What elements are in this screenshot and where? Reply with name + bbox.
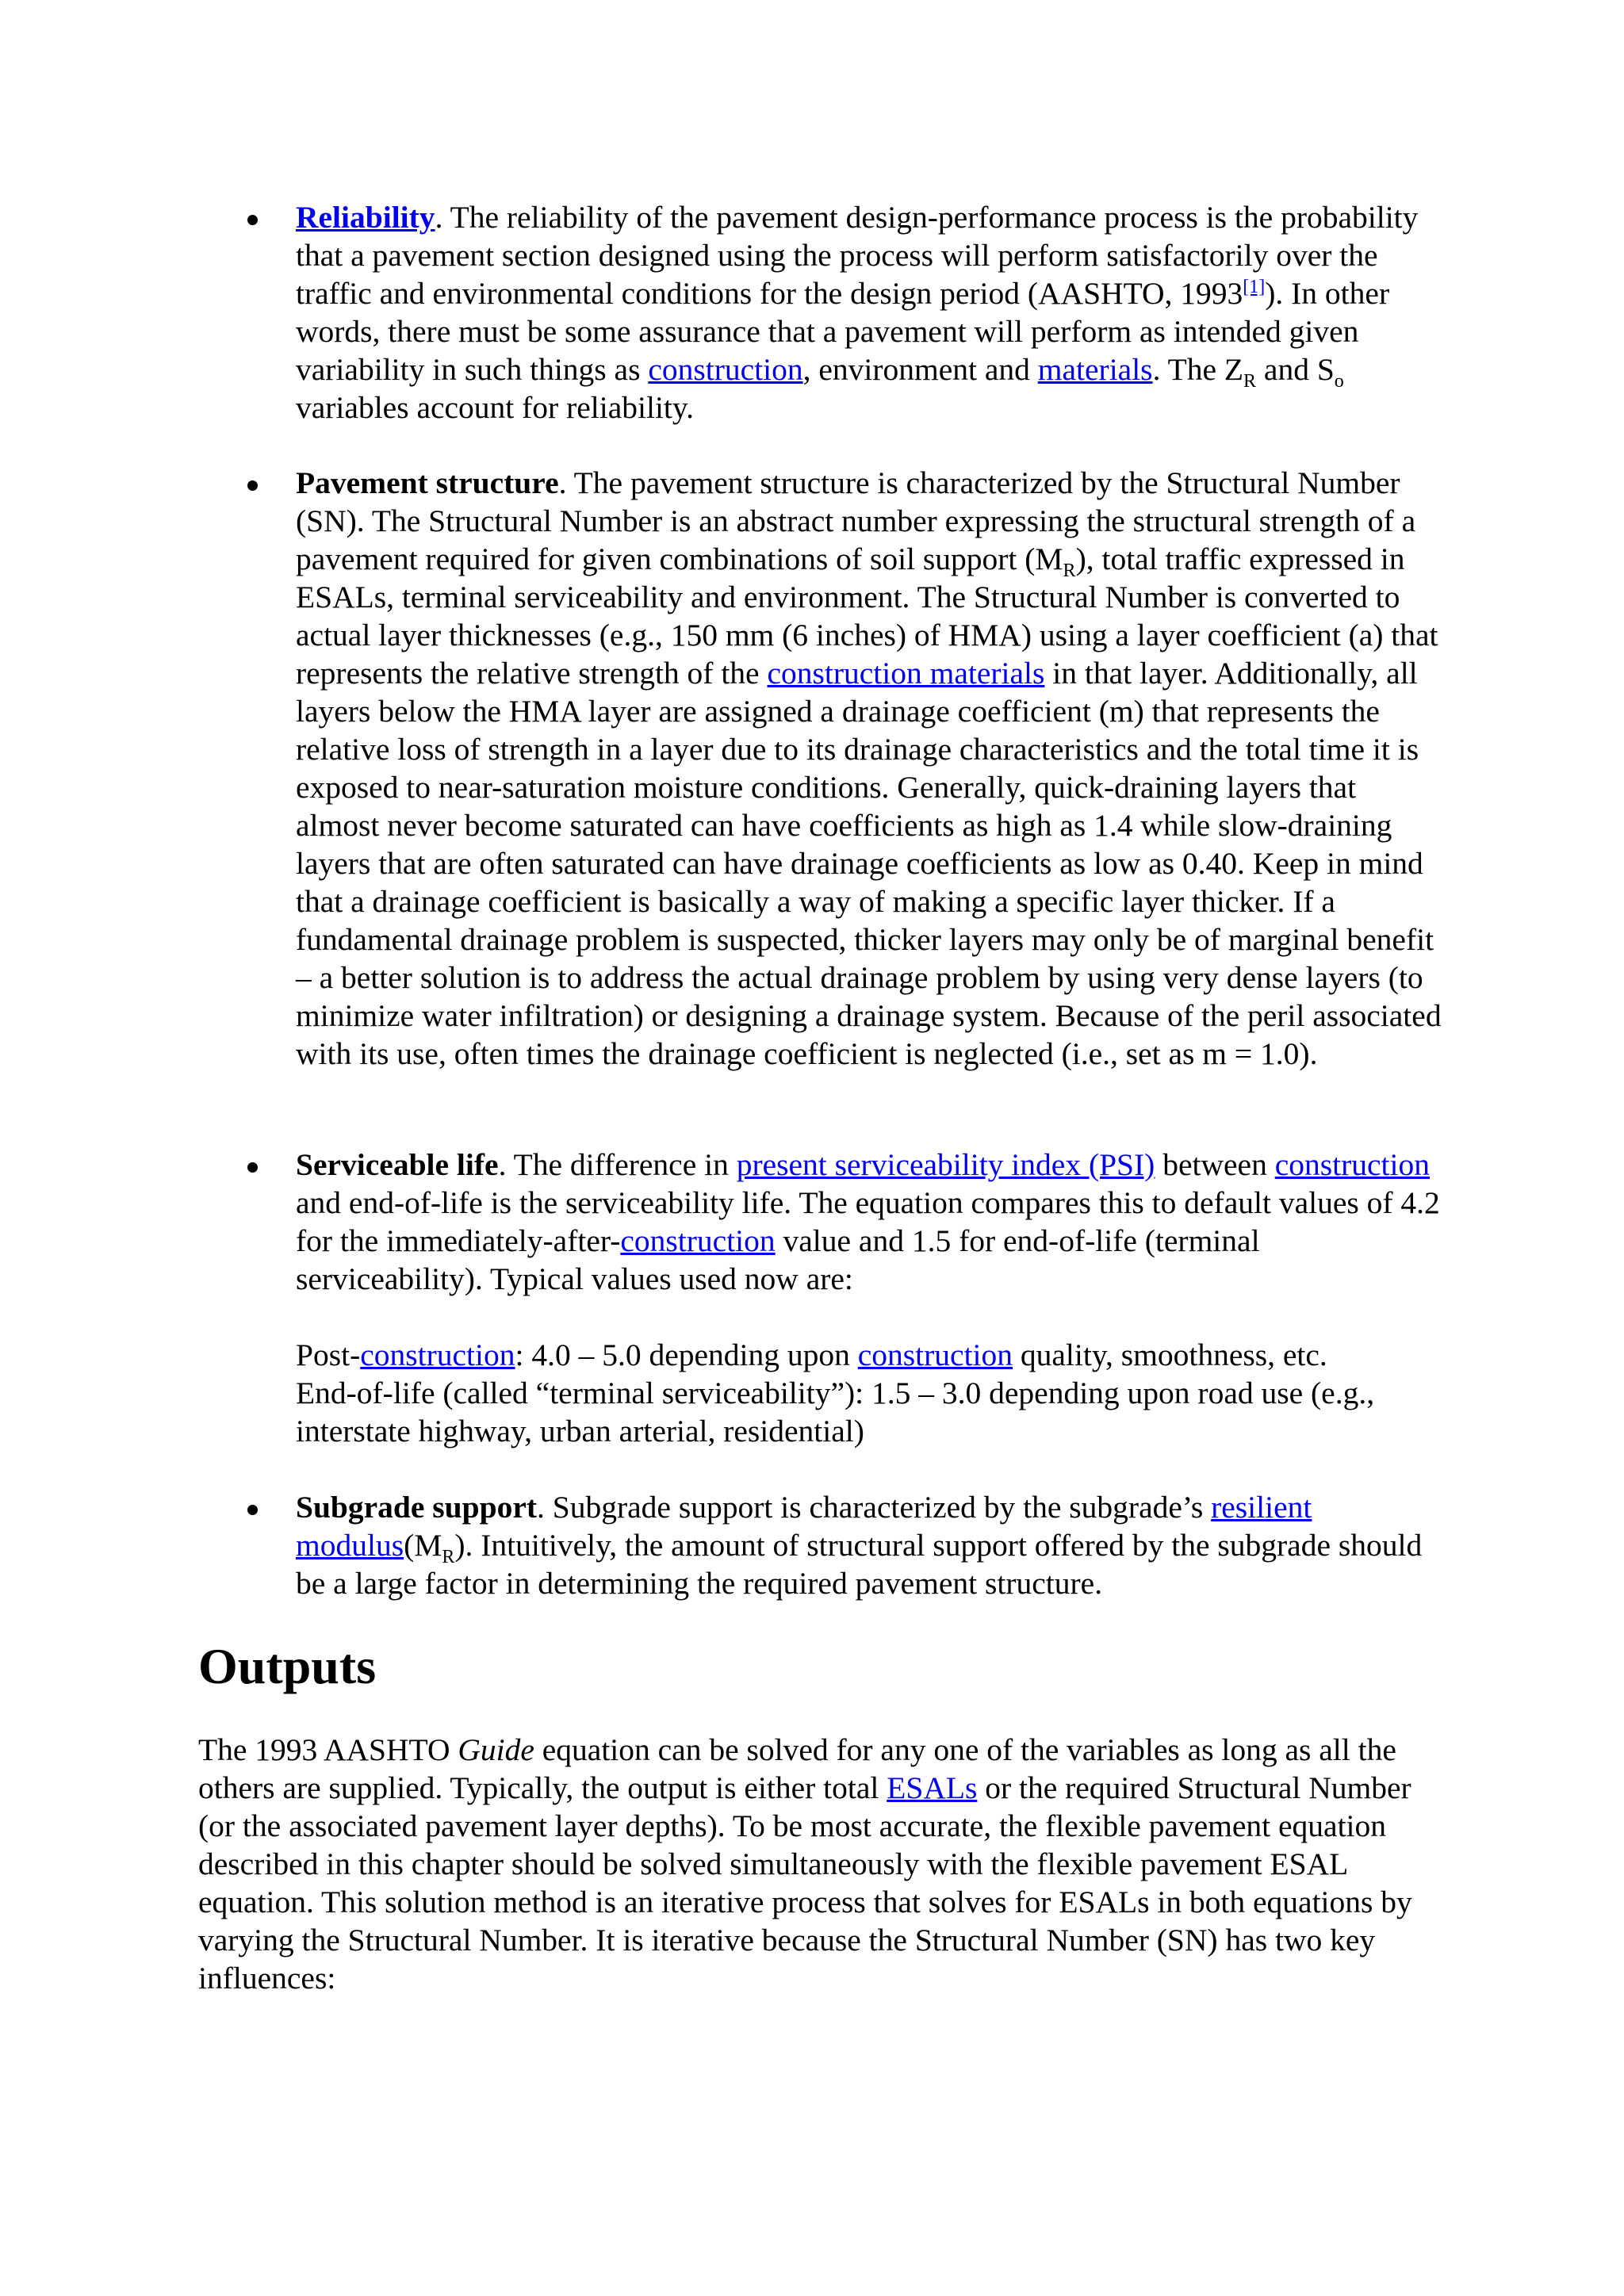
text-segment: . Subgrade support is characterized by the subgrade’s (537, 1490, 1212, 1525)
text-segment: in that layer. Additionally, all layers below the HMA layer are assigned a drainage coefficient (m) that represents the relative loss of strength in a layer due to its drainage characteristics and the total time it is exposed to near-saturation moisture conditions. Generally, quick-draining layers that almost never become saturated can have coefficients as high as 1.4 while slow-draining layers that are often saturated can have drainage coefficients as low as 0.40. Keep in mind that a drainage coefficient is basically a way of making a specific layer thicker. If a fundamental drainage problem is suspected, thicker layers may only be of marginal benefit – a better solution is to address the actual drainage problem by using very dense layers (to minimize water infiltration) or designing a drainage system. Because of the peril associated with its use, often times the drainage coefficient is neglected (i.e., set as m = 1.0). (296, 656, 1442, 1071)
text-segment: (M (404, 1528, 442, 1563)
serviceable-life-paragraph (296, 1146, 1442, 1450)
materials-link[interactable]: materials (1037, 352, 1153, 387)
text-segment: . The pavement structure is characterized by the Structural Number (SN). The Structural Number is an abstract number expressing the structural strength of a pavement required for given combinations of soil support (M (296, 465, 1416, 576)
text-segment: . The reliability of the pavement design-performance process is the probability that a pavement section designed using the process will perform satisfactorily over the traffic and environmental conditions for the design period (AASHTO, 1993 (296, 200, 1419, 311)
text-segment: . The difference in (498, 1147, 737, 1182)
reference-1-link[interactable] (1243, 277, 1265, 297)
bullet-dot-icon (247, 480, 258, 491)
psi-link[interactable]: present serviceability index (PSI) (736, 1147, 1155, 1182)
text-segment: or the required Structural Number (or the associated pavement layer depths). To be most accurate, the flexible pavement equation described in this chapter should be solved simultaneously with the flexible pavement ESAL equation. This solution method is an iterative process that solves for ESALs in both equations by varying the Structural Number. It is iterative because the Structural Number (SN) has two key influences: (198, 1770, 1412, 1996)
construction-link[interactable]: construction (360, 1337, 515, 1372)
text-segment: and end-of-life is the serviceability life. The equation compares this to default values of 4.2 for the immediately-after- (296, 1185, 1440, 1258)
construction-link[interactable]: construction (1274, 1147, 1430, 1182)
footnote-ref-link[interactable]: [1] (1243, 276, 1266, 297)
text-segment: ). In other words, there must be some assurance that a pavement will perform as intended given variability in such things as (296, 276, 1390, 387)
bullet-dot-icon (247, 1162, 258, 1173)
end-of-life-text: End-of-life (called “terminal serviceability”): 1.5 – 3.0 depending upon road use (e.g., interstate highway, urban arterial, residential) (296, 1376, 1375, 1448)
bullet-dot-icon (247, 1505, 258, 1515)
text-segment: ). Intuitively, the amount of structural support offered by the subgrade should be a large factor in determining the required pavement structure. (296, 1528, 1423, 1601)
text-segment: quality, smoothness, etc. (1013, 1337, 1327, 1372)
subscript-r: R (1063, 560, 1076, 581)
pavement-structure-term: Pavement structure (296, 465, 559, 500)
text-segment: between (1155, 1147, 1275, 1182)
esals-link[interactable]: ESALs (887, 1770, 978, 1805)
text-segment: equation can be solved for any one of the variables as long as all the others are supplied. Typically, the output is either total (198, 1732, 1396, 1805)
construction-materials-link[interactable]: construction materials (767, 656, 1045, 691)
text-segment: The 1993 AASHTO (198, 1732, 458, 1767)
text-segment: and S (1256, 352, 1335, 387)
text-segment: . The Z (1152, 352, 1244, 387)
outputs-paragraph (198, 1731, 1443, 1997)
guide-italic: Guide (458, 1732, 534, 1767)
text-segment: Post- (296, 1337, 361, 1372)
subscript-r: R (442, 1546, 455, 1567)
text-segment: value and 1.5 for end-of-life (terminal serviceability). Typical values used now are: (296, 1223, 1260, 1296)
bullet-dot-icon (247, 215, 258, 225)
outputs-heading: Outputs (198, 1638, 377, 1694)
reliability-paragraph (296, 198, 1442, 427)
resilient-modulus-link[interactable]: resilient modulus (296, 1490, 1312, 1563)
text-segment: , environment and (802, 352, 1038, 387)
text-segment: variables account for reliability. (296, 390, 694, 425)
serviceable-life-term: Serviceable life (296, 1147, 499, 1182)
construction-link[interactable]: construction (620, 1223, 776, 1258)
subscript-r: R (1243, 370, 1257, 392)
subscript-o: o (1334, 370, 1344, 392)
text-segment: : 4.0 – 5.0 depending upon (515, 1337, 858, 1372)
spacer (296, 1298, 1442, 1336)
reliability-link[interactable]: Reliability (296, 200, 435, 235)
construction-link[interactable]: construction (648, 352, 803, 387)
subgrade-support-term: Subgrade support (296, 1490, 538, 1525)
subgrade-support-paragraph (296, 1488, 1442, 1602)
pavement-structure-paragraph (296, 464, 1442, 1073)
text-segment: ), total traffic expressed in ESALs, terminal serviceability and environment. The Structural Number is converted to actual layer thicknesses (e.g., 150 mm (6 inches) of HMA) using a layer coefficient (a) that represents the relative strength of the (296, 541, 1438, 691)
construction-link[interactable]: construction (857, 1337, 1013, 1372)
